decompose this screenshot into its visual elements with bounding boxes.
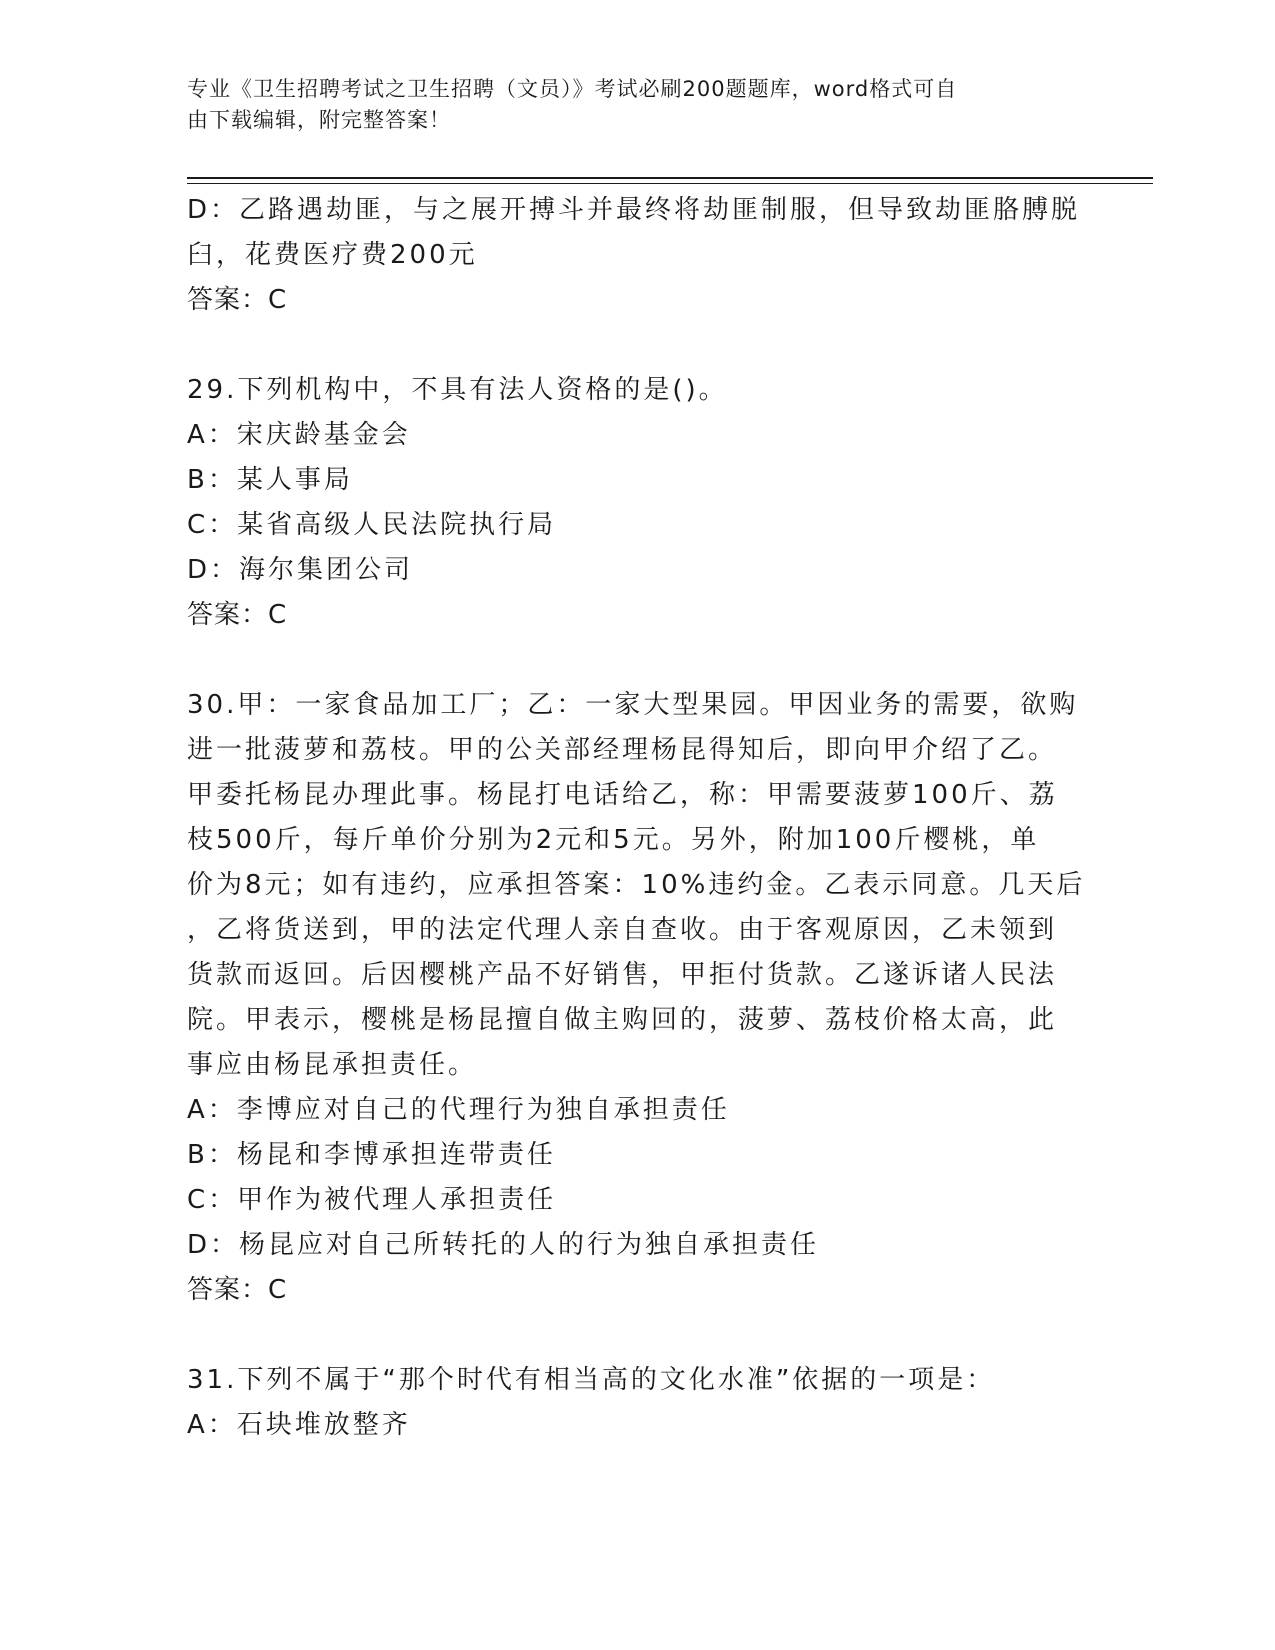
question-stem: 29.下列机构中，不具有法人资格的是()。 <box>187 375 728 405</box>
question-stem-line: 院。甲表示，樱桃是杨昆擅自做主购回的，菠萝、荔枝价格太高，此 <box>187 1005 1058 1035</box>
question-stem-line: 枝500斤，每斤单价分别为2元和5元。另外，附加100斤樱桃，单 <box>187 825 1040 855</box>
option-d: D：杨昆应对自己所转托的人的行为独自承担责任 <box>187 1230 820 1260</box>
spacer <box>187 1313 1087 1358</box>
header-line-1: 专业《卫生招聘考试之卫生招聘（文员）》考试必刷200题题库，word格式可自 <box>187 77 958 101</box>
option-d: D：海尔集团公司 <box>187 555 414 585</box>
option-d-line-1: D：乙路遇劫匪，与之展开搏斗并最终将劫匪制服，但导致劫匪胳膊脱 <box>187 195 1081 225</box>
option-c: C：甲作为被代理人承担责任 <box>187 1185 557 1215</box>
question-29 <box>187 368 1087 638</box>
question-content <box>187 188 1087 1448</box>
question-stem-line: 进一批菠萝和荔枝。甲的公关部经理杨昆得知后，即向甲介绍了乙。 <box>187 735 1058 765</box>
question-stem-line: 30.甲：一家食品加工厂；乙：一家大型果园。甲因业务的需要，欲购 <box>187 690 1079 720</box>
question-stem: 31.下列不属于“那个时代有相当高的文化水准”依据的一项是： <box>187 1365 996 1395</box>
header-line-2: 由下载编辑，附完整答案！ <box>187 108 451 132</box>
question-stem-line: 事应由杨昆承担责任。 <box>187 1050 478 1080</box>
option-c: C：某省高级人民法院执行局 <box>187 510 557 540</box>
question-30 <box>187 683 1087 1313</box>
spacer <box>187 323 1087 368</box>
question-stem-line: 价为8元；如有违约，应承担答案：10%违约金。乙表示同意。几天后 <box>187 870 1086 900</box>
header-rule-thin <box>187 183 1153 184</box>
spacer <box>187 638 1087 683</box>
option-a: A：宋庆龄基金会 <box>187 420 411 450</box>
answer-line: 答案：C <box>187 600 288 630</box>
answer-line: 答案：C <box>187 1275 288 1305</box>
question-31 <box>187 1358 1087 1448</box>
option-a: A：李博应对自己的代理行为独自承担责任 <box>187 1095 730 1125</box>
question-stem-line: 货款而返回。后因樱桃产品不好销售，甲拒付货款。乙遂诉诸人民法 <box>187 960 1058 990</box>
question-stem-line: ，乙将货送到，甲的法定代理人亲自查收。由于客观原因，乙未领到 <box>187 915 1058 945</box>
question-28-tail <box>187 188 1087 323</box>
question-stem-line: 甲委托杨昆办理此事。杨昆打电话给乙，称：甲需要菠萝100斤、荔 <box>187 780 1058 810</box>
page-header <box>187 74 1067 136</box>
option-b: B：杨昆和李博承担连带责任 <box>187 1140 556 1170</box>
option-d-line-2: 臼，花费医疗费200元 <box>187 240 478 270</box>
header-rule-thick <box>187 177 1153 179</box>
option-a: A：石块堆放整齐 <box>187 1410 411 1440</box>
answer-line: 答案：C <box>187 285 288 315</box>
option-b: B：某人事局 <box>187 465 353 495</box>
